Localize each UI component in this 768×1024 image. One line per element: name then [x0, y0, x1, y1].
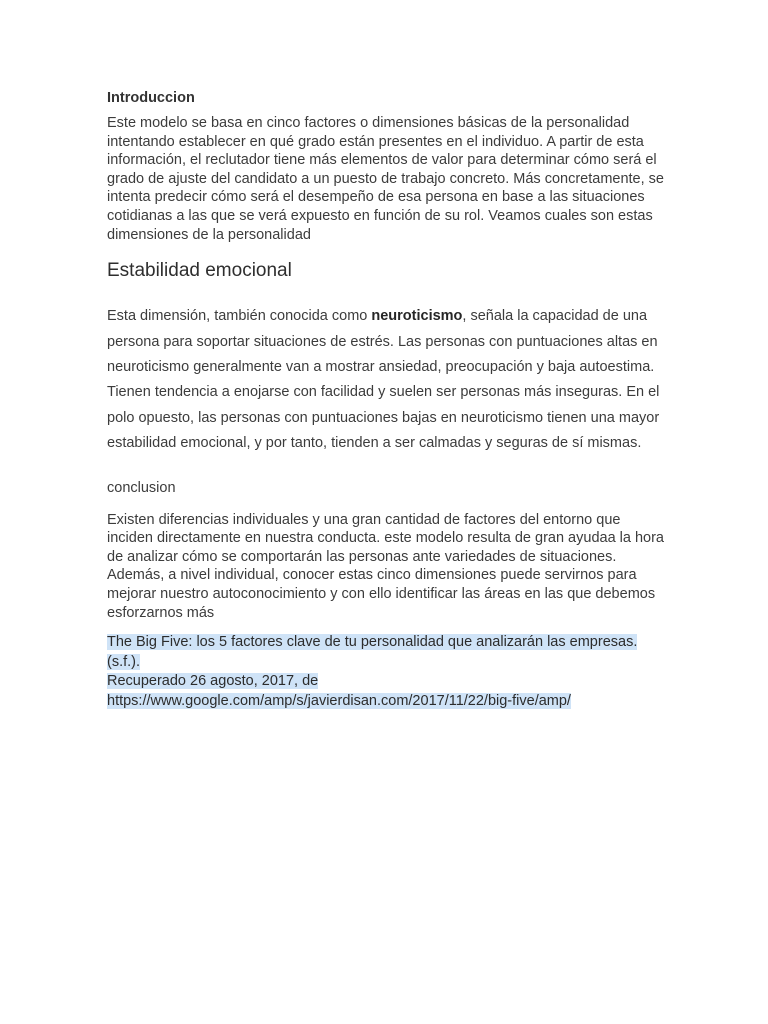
- section-line: estabilidad emocional, y por tanto, tienden a ser calmadas y seguras de sí mismas.: [107, 435, 642, 452]
- section-line: neuroticismo generalmente van a mostrar ansiedad, preocupación y baja autoestima.: [107, 358, 655, 375]
- intro-heading: Introduccion: [107, 90, 195, 106]
- section-line-start: Esta dimensión, también conocida como: [107, 308, 372, 325]
- section-heading: Estabilidad emocional: [107, 260, 292, 282]
- intro-paragraph: [107, 114, 667, 244]
- section-line: Tienen tendencia a enojarse con facilidad y suelen ser personas más inseguras. En el: [107, 384, 660, 401]
- intro-line: cotidianas a las que se verá expuesto en función de su rol. Veamos cuales son estas: [107, 207, 653, 224]
- citation-line: The Big Five: los 5 factores clave de tu personalidad que analizarán las empresas. (s.f.).: [107, 634, 638, 670]
- conclusion-line: Existen diferencias individuales y una gran cantidad de factores del entorno que: [107, 511, 621, 528]
- intro-line: Este modelo se basa en cinco factores o dimensiones básicas de la personalidad: [107, 115, 630, 131]
- section-line: persona para soportar situaciones de estrés. Las personas con puntuaciones altas en: [107, 333, 658, 350]
- section-paragraph: [107, 304, 667, 456]
- citation-line: Recuperado 26 agosto, 2017, de: [107, 673, 319, 690]
- conclusion-line: esforzarnos más: [107, 604, 215, 621]
- conclusion-line: Además, a nivel individual, conocer estas cinco dimensiones puede servirnos para: [107, 567, 637, 584]
- conclusion-line: mejorar nuestro autoconocimiento y con ello identificar las áreas en las que debemos: [107, 585, 656, 602]
- intro-line: intenta predecir cómo será el desempeño de esa persona en base a las situaciones: [107, 189, 645, 206]
- bold-term: neuroticismo: [371, 308, 463, 325]
- section-line: polo opuesto, las personas con puntuaciones bajas en neuroticismo tienen una mayor: [107, 409, 660, 426]
- intro-line: grado de ajuste del candidato a un puesto de trabajo concreto. Más concretamente, se: [107, 170, 664, 187]
- citation-url[interactable]: https://www.google.com/amp/s/javierdisan.com/2017/11/22/big-five/amp/: [107, 692, 571, 709]
- conclusion-heading: conclusion: [107, 479, 176, 496]
- conclusion-line: inciden directamente en nuestra conducta. este modelo resulta de gran ayudaa la hora: [107, 530, 664, 547]
- citation: [107, 633, 667, 711]
- conclusion-paragraph: [107, 511, 667, 623]
- intro-line: información, el reclutador tiene más elementos de valor para determinar cómo será el: [107, 152, 657, 169]
- conclusion-line: de analizar cómo se comportarán las personas ante variedades de situaciones.: [107, 548, 617, 565]
- intro-line: intentando establecer en qué grado están presentes en el individuo. A partir de esta: [107, 133, 644, 150]
- document-content: [107, 88, 667, 711]
- intro-line: dimensiones de la personalidad: [107, 226, 311, 243]
- section-line-end: , señala la capacidad de una: [462, 308, 648, 325]
